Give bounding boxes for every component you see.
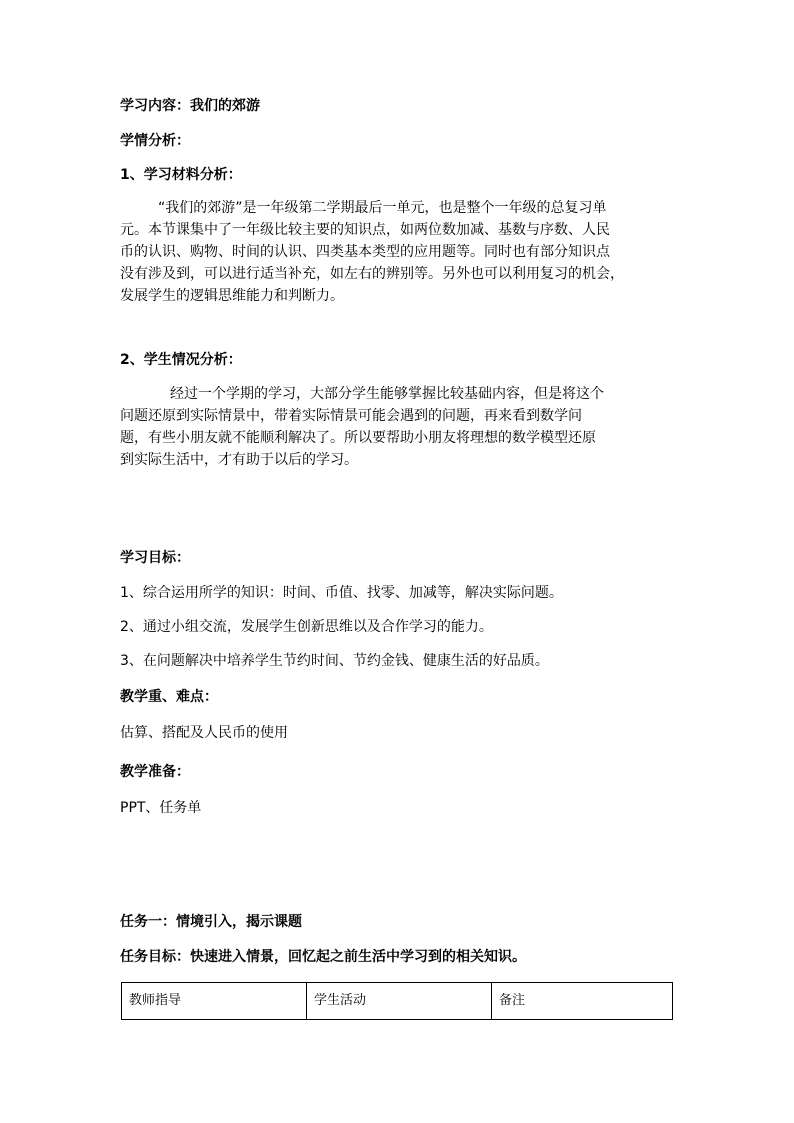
preparation-heading: 教学准备： — [120, 764, 190, 780]
paragraph-line: 元。本节课集中了一年级比较主要的知识点，如两位数加减、基数与序数、人民 — [120, 222, 610, 238]
paragraph-line: 币的认识、购物、时间的认识、四类基本类型的应用题等。同时也有部分知识点 — [120, 244, 610, 260]
preparation-text: PPT、任务单 — [120, 800, 202, 816]
paragraph-line: 经过一个学期的学习，大部分学生能够掌握比较基础内容，但是将这个 — [170, 386, 604, 402]
table-header-student: 学生活动 — [307, 983, 492, 1020]
table-header-row — [122, 983, 673, 1020]
key-points-heading: 教学重、难点： — [120, 689, 218, 705]
goal-item-3: 3、在问题解决中培养学生节约时间、节约金钱、健康生活的好品质。 — [120, 653, 549, 669]
paragraph-line: “我们的郊游”是一年级第二学期最后一单元，也是整个一年级的总复习单 — [158, 200, 607, 216]
goal-item-2: 2、通过小组交流，发展学生创新思维以及合作学习的能力。 — [120, 619, 493, 635]
paragraph-line: 发展学生的逻辑思维能力和判断力。 — [120, 288, 344, 304]
paragraph-line: 没有涉及到，可以进行适当补充，如左右的辨别等。另外也可以利用复习的机会， — [120, 266, 624, 282]
paragraph-line: 问题还原到实际情景中，带着实际情景可能会遇到的问题，再来看到数学问 — [120, 408, 582, 424]
table-header-teacher: 教师指导 — [122, 983, 307, 1020]
paragraph-line: 到实际生活中，才有助于以后的学习。 — [120, 452, 358, 468]
analysis-heading: 学情分析： — [120, 133, 190, 149]
material-analysis-heading: 1、学习材料分析： — [120, 167, 242, 183]
student-analysis-paragraph — [120, 383, 676, 471]
material-analysis-paragraph — [120, 197, 676, 307]
goal-item-1: 1、综合运用所学的知识：时间、币值、找零、加减等，解决实际问题。 — [120, 585, 563, 601]
paragraph-line: 题，有些小朋友就不能顺利解决了。所以要帮助小朋友将理想的数学模型还原 — [120, 430, 596, 446]
task1-table — [121, 982, 673, 1020]
goals-heading: 学习目标： — [120, 550, 190, 566]
task1-title: 任务一：情境引入，揭示课题 — [120, 914, 302, 930]
key-points-text: 估算、搭配及人民币的使用 — [120, 725, 288, 741]
task1-goal: 任务目标：快速进入情景，回忆起之前生活中学习到的相关知识。 — [120, 949, 526, 965]
table-header-notes: 备注 — [492, 983, 673, 1020]
content-title: 学习内容：我们的郊游 — [120, 98, 260, 114]
student-analysis-heading: 2、学生情况分析： — [120, 352, 242, 368]
